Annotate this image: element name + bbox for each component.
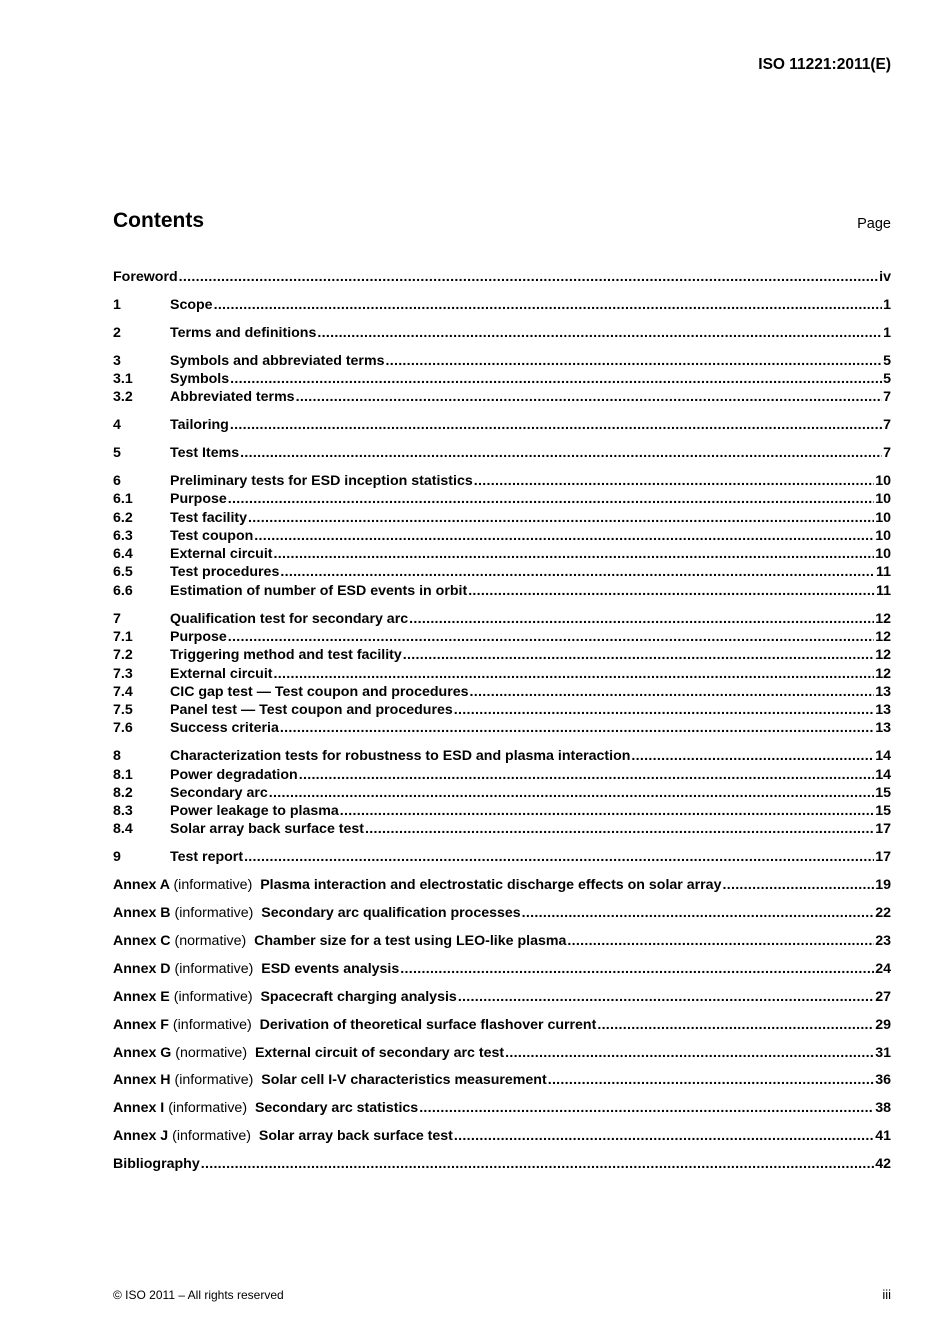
table-of-contents — [113, 268, 891, 1173]
annex-page: 24 — [875, 960, 891, 977]
annex-label: Annex G — [113, 1044, 172, 1061]
toc-entry[interactable] — [113, 563, 891, 581]
toc-entry-page: 10 — [875, 546, 891, 563]
annex-heading — [113, 960, 399, 978]
toc-entry-page: 12 — [875, 628, 891, 645]
annex-label: Annex D — [113, 960, 171, 977]
annex-page: 19 — [875, 877, 891, 894]
toc-entry[interactable] — [113, 582, 891, 600]
toc-entry-title: Scope — [170, 296, 213, 313]
annex-page: 31 — [875, 1044, 891, 1061]
toc-entry-title: Power degradation — [170, 766, 298, 783]
toc-entry-page: 7 — [883, 417, 891, 434]
toc-entry[interactable] — [113, 904, 891, 922]
dot-leader — [228, 490, 874, 508]
dot-leader — [280, 719, 874, 737]
dot-leader — [317, 324, 882, 342]
dot-leader — [296, 388, 883, 406]
annex-type: (informative) — [172, 1016, 252, 1033]
dot-leader — [454, 1127, 874, 1145]
toc-entry-page: 13 — [875, 683, 891, 700]
dot-leader — [470, 683, 875, 701]
annex-title: Spacecraft charging analysis — [260, 988, 457, 1005]
annex-label: Annex E — [113, 988, 170, 1005]
toc-entry-title: Test Items — [170, 445, 240, 462]
toc-entry[interactable] — [113, 665, 891, 683]
toc-entry-page: iv — [879, 269, 891, 285]
toc-entry-number: 4 — [113, 417, 121, 434]
dot-leader — [299, 766, 875, 784]
toc-entry[interactable] — [113, 848, 891, 866]
toc-entry-number: 6 — [113, 472, 121, 489]
toc-entry[interactable] — [113, 701, 891, 719]
toc-entry-number: 8.3 — [113, 803, 133, 820]
toc-entry-number: 7.3 — [113, 665, 133, 682]
dot-leader — [403, 646, 874, 664]
annex-heading — [113, 1071, 547, 1089]
toc-entry-number: 6.5 — [113, 564, 133, 581]
annex-label: Annex H — [113, 1072, 171, 1089]
toc-entry-number: 2 — [113, 324, 121, 341]
toc-entry[interactable] — [113, 444, 891, 462]
toc-entry-page: 10 — [875, 509, 891, 526]
annex-page: 27 — [875, 988, 891, 1005]
toc-entry[interactable] — [113, 932, 891, 950]
dot-leader — [254, 527, 874, 545]
toc-entry[interactable] — [113, 1099, 891, 1117]
dot-leader — [280, 563, 875, 581]
annex-heading — [113, 876, 721, 894]
bibliography-title: Bibliography — [113, 1156, 200, 1173]
toc-entry-number: 1 — [113, 296, 121, 313]
annex-title: External circuit of secondary arc test — [254, 1044, 505, 1061]
toc-entry-number: 7.1 — [113, 628, 133, 645]
annex-label: Annex B — [113, 905, 171, 922]
toc-entry[interactable] — [113, 1016, 891, 1034]
annex-heading — [113, 904, 521, 922]
toc-entry-title: Terms and definitions — [170, 324, 317, 341]
annex-heading — [113, 988, 457, 1006]
dot-leader — [474, 472, 874, 490]
toc-entry-number: 9 — [113, 849, 121, 866]
toc-entry-number: 6.4 — [113, 546, 133, 563]
toc-entry-title: Test coupon — [170, 527, 254, 544]
annex-label: Annex I — [113, 1100, 165, 1117]
toc-entry-number: 7.4 — [113, 683, 133, 700]
toc-entry-title: Secondary arc — [170, 784, 268, 801]
annex-heading — [113, 1044, 504, 1062]
dot-leader — [468, 582, 875, 600]
annex-page: 36 — [875, 1072, 891, 1089]
toc-entry-title: Estimation of number of ESD events in orbit — [170, 582, 468, 599]
toc-entry-title: Test report — [170, 849, 244, 866]
toc-entry[interactable] — [113, 610, 891, 628]
annex-heading — [113, 1099, 418, 1117]
toc-entry-title: Success criteria — [170, 720, 279, 737]
toc-entry-number: 7 — [113, 610, 121, 627]
toc-entry-title: Symbols — [170, 370, 230, 387]
dot-leader — [454, 701, 874, 719]
toc-entry-page: 11 — [876, 564, 891, 581]
annex-title: Solar array back surface test — [258, 1128, 453, 1145]
dot-leader — [214, 296, 883, 314]
toc-entry-title: Preliminary tests for ESD inception statistics — [170, 472, 473, 489]
toc-entry-number: 5 — [113, 445, 121, 462]
toc-entry-title: Foreword — [113, 269, 178, 285]
toc-entry-title: Test facility — [170, 509, 248, 526]
toc-entry-page: 17 — [875, 849, 891, 866]
toc-entry-number: 7.6 — [113, 720, 133, 737]
dot-leader — [201, 1155, 875, 1173]
dot-leader — [631, 747, 874, 765]
toc-entry[interactable] — [113, 1127, 891, 1145]
toc-entry-number: 3.2 — [113, 389, 133, 406]
annex-type: (informative) — [172, 1128, 251, 1145]
page-number: iii — [882, 1287, 891, 1302]
bibliography-page: 42 — [875, 1156, 891, 1173]
document-id: ISO 11221:2011(E) — [758, 56, 891, 73]
toc-entry-page: 14 — [875, 748, 891, 765]
toc-entry-number: 8.4 — [113, 821, 133, 838]
toc-entry[interactable] — [113, 960, 891, 978]
toc-entry-title: Qualification test for secondary arc — [170, 610, 409, 627]
toc-entry-title: Solar array back surface test — [170, 821, 365, 838]
toc-entry-title: Test procedures — [170, 564, 280, 581]
annex-type: (normative) — [174, 933, 247, 950]
annex-label: Annex J — [113, 1128, 169, 1145]
toc-entry-number: 3 — [113, 352, 121, 369]
toc-entry[interactable] — [113, 646, 891, 664]
annex-title: Derivation of theoretical surface flashover current — [259, 1016, 597, 1033]
toc-entry-title: Triggering method and test facility — [170, 647, 402, 664]
toc-entry[interactable] — [113, 766, 891, 784]
toc-entry-number: 6.2 — [113, 509, 133, 526]
toc-entry[interactable] — [113, 527, 891, 545]
toc-entry-page: 15 — [875, 803, 891, 820]
annex-type: (normative) — [175, 1044, 248, 1061]
toc-entry-page: 10 — [875, 472, 891, 489]
toc-entry[interactable] — [113, 268, 891, 286]
dot-leader — [522, 904, 875, 922]
toc-entry-page: 14 — [875, 766, 891, 783]
toc-entry-number: 6.1 — [113, 491, 133, 508]
toc-entry-page: 1 — [883, 296, 891, 313]
toc-entry-title: External circuit — [170, 546, 273, 563]
toc-entry[interactable] — [113, 683, 891, 701]
bibliography-entry[interactable] — [113, 1155, 891, 1173]
annex-heading — [113, 932, 566, 950]
toc-entry-title: Purpose — [170, 491, 227, 508]
toc-entry[interactable] — [113, 352, 891, 370]
toc-entry[interactable] — [113, 628, 891, 646]
toc-entry-page: 5 — [883, 352, 891, 369]
toc-entry[interactable] — [113, 416, 891, 434]
annex-type: (informative) — [174, 905, 254, 922]
toc-entry[interactable] — [113, 509, 891, 527]
toc-entry[interactable] — [113, 719, 891, 737]
toc-entry-page: 1 — [883, 324, 891, 341]
toc-entry-page: 7 — [883, 445, 891, 462]
toc-entry[interactable] — [113, 296, 891, 314]
toc-entry[interactable] — [113, 324, 891, 342]
toc-entry[interactable] — [113, 472, 891, 490]
toc-entry-number: 8 — [113, 748, 121, 765]
toc-entry-title: Characterization tests for robustness to ESD and plasma interaction — [170, 748, 631, 765]
toc-entry-page: 13 — [875, 702, 891, 719]
toc-entry-number: 6.3 — [113, 527, 133, 544]
toc-entry[interactable] — [113, 820, 891, 838]
annex-page: 41 — [875, 1128, 891, 1145]
toc-entry[interactable] — [113, 747, 891, 765]
toc-entry-title: Purpose — [170, 628, 227, 645]
toc-entry-title: Panel test — Test coupon and procedures — [170, 702, 453, 719]
dot-leader — [385, 352, 882, 370]
dot-leader — [400, 960, 874, 978]
toc-entry[interactable] — [113, 388, 891, 406]
annex-title: Secondary arc qualification processes — [261, 905, 521, 922]
dot-leader — [179, 268, 879, 286]
toc-entry-number: 3.1 — [113, 370, 133, 387]
dot-leader — [365, 820, 874, 838]
toc-entry-number: 7.2 — [113, 647, 133, 664]
toc-entry-page: 12 — [875, 647, 891, 664]
toc-entry-title: External circuit — [170, 665, 273, 682]
annex-title: Plasma interaction and electrostatic discharge effects on solar array — [260, 877, 722, 894]
toc-entry[interactable] — [113, 988, 891, 1006]
dot-leader — [567, 932, 874, 950]
toc-entry-page: 7 — [883, 389, 891, 406]
page-column-label: Page — [857, 216, 891, 232]
annex-type: (informative) — [173, 877, 253, 894]
annex-label: Annex F — [113, 1016, 169, 1033]
dot-leader — [269, 784, 874, 802]
annex-label: Annex A — [113, 877, 170, 894]
toc-entry-page: 10 — [875, 491, 891, 508]
dot-leader — [597, 1016, 874, 1034]
toc-entry-title: Abbreviated terms — [170, 389, 295, 406]
annex-page: 38 — [875, 1100, 891, 1117]
annex-label: Annex C — [113, 933, 171, 950]
annex-title: Solar cell I-V characteristics measurement — [261, 1072, 547, 1089]
annex-title: Secondary arc statistics — [254, 1100, 419, 1117]
toc-entry-number: 8.1 — [113, 766, 133, 783]
dot-leader — [240, 444, 882, 462]
toc-entry-number: 6.6 — [113, 582, 133, 599]
toc-entry-page: 5 — [883, 370, 891, 387]
toc-entry-number: 7.5 — [113, 702, 133, 719]
dot-leader — [548, 1071, 875, 1089]
toc-entry-title: Power leakage to plasma — [170, 803, 339, 820]
toc-entry-title: Symbols and abbreviated terms — [170, 352, 385, 369]
page-title: Contents — [113, 209, 204, 232]
toc-entry[interactable] — [113, 784, 891, 802]
dot-leader — [274, 545, 875, 563]
annex-page: 23 — [875, 933, 891, 950]
copyright-notice: © ISO 2011 – All rights reserved — [113, 1288, 284, 1302]
toc-entry-title: Tailoring — [170, 417, 229, 434]
toc-entry-page: 12 — [875, 610, 891, 627]
dot-leader — [722, 876, 874, 894]
toc-entry-number: 8.2 — [113, 784, 133, 801]
annex-type: (informative) — [174, 960, 254, 977]
toc-entry[interactable] — [113, 545, 891, 563]
toc-entry[interactable] — [113, 370, 891, 388]
dot-leader — [230, 416, 882, 434]
dot-leader — [505, 1044, 874, 1062]
toc-entry-page: 10 — [875, 527, 891, 544]
annex-page: 22 — [875, 905, 891, 922]
toc-entry-page: 15 — [875, 784, 891, 801]
annex-heading — [113, 1016, 596, 1034]
toc-entry-page: 13 — [875, 720, 891, 737]
toc-entry[interactable] — [113, 490, 891, 508]
annex-type: (informative) — [168, 1100, 248, 1117]
dot-leader — [228, 628, 874, 646]
toc-entry[interactable] — [113, 1071, 891, 1089]
dot-leader — [248, 509, 874, 527]
dot-leader — [230, 370, 882, 388]
toc-entry-page: 17 — [875, 821, 891, 838]
toc-entry[interactable] — [113, 1044, 891, 1062]
annex-type: (informative) — [173, 988, 253, 1005]
toc-entry[interactable] — [113, 802, 891, 820]
dot-leader — [274, 665, 875, 683]
dot-leader — [244, 848, 874, 866]
toc-entry-page: 12 — [875, 665, 891, 682]
annex-heading — [113, 1127, 453, 1145]
toc-entry-page: 11 — [876, 582, 891, 599]
annex-page: 29 — [875, 1016, 891, 1033]
annex-title: Chamber size for a test using LEO-like plasma — [254, 933, 567, 950]
dot-leader — [458, 988, 874, 1006]
dot-leader — [340, 802, 874, 820]
toc-entry-title: CIC gap test — Test coupon and procedures — [170, 683, 469, 700]
dot-leader — [409, 610, 874, 628]
dot-leader — [419, 1099, 874, 1117]
toc-entry[interactable] — [113, 876, 891, 894]
annex-type: (informative) — [174, 1072, 254, 1089]
annex-title: ESD events analysis — [261, 960, 400, 977]
